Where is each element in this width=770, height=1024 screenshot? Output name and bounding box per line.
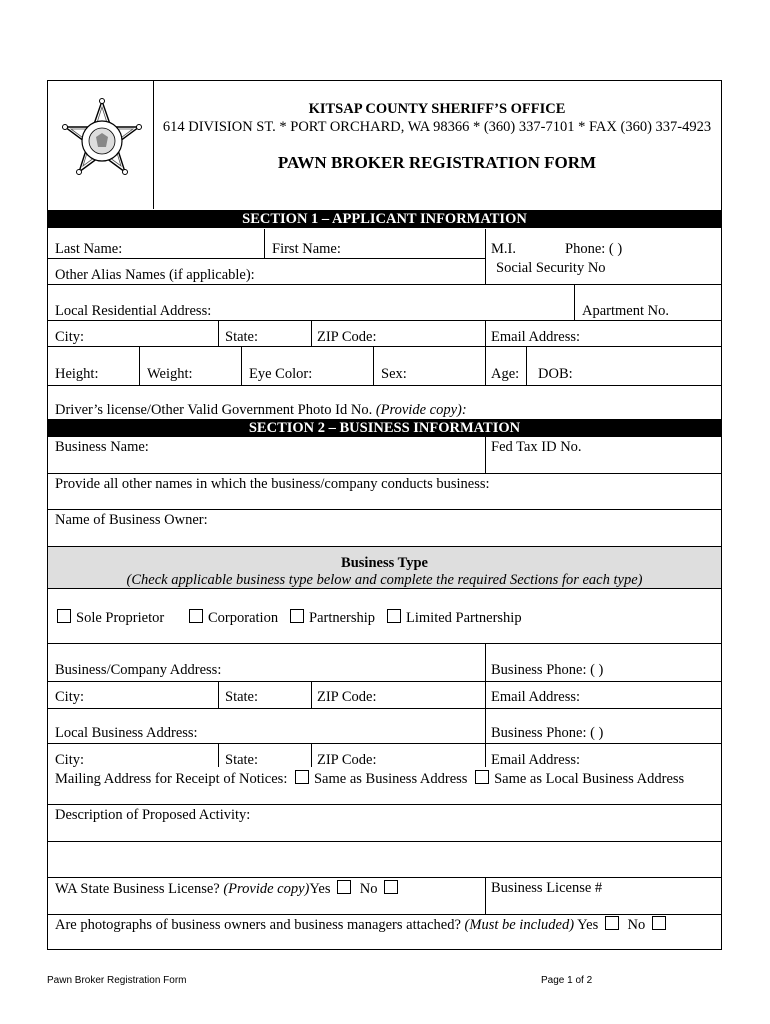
- section2-header: SECTION 2 – BUSINESS INFORMATION: [48, 419, 721, 437]
- type-partnership[interactable]: [290, 609, 375, 627]
- business-name-label: Business Name:: [55, 439, 149, 455]
- eye-color-label: Eye Color:: [249, 366, 313, 382]
- wa-license-row: [55, 880, 403, 898]
- same-as-business-checkbox[interactable]: [295, 770, 309, 784]
- local-address-label: Local Residential Address:: [55, 303, 212, 319]
- footer-page: Page 1 of 2: [541, 975, 593, 986]
- first-name-label: First Name:: [272, 241, 341, 257]
- footer-left: Pawn Broker Registration Form: [47, 975, 187, 986]
- other-names-label: Provide all other names in which the business/company conducts business:: [55, 476, 490, 492]
- corporation-label: Corporation: [208, 610, 279, 626]
- type-limited-partnership[interactable]: [387, 609, 522, 627]
- local-state-label: State:: [225, 752, 259, 768]
- wa-license-no-label: No: [359, 881, 378, 897]
- ssn-label: Social Security No: [496, 260, 606, 276]
- sex-label: Sex:: [381, 366, 407, 382]
- business-type-title: Business Type: [341, 555, 428, 571]
- type-sole-proprietor[interactable]: [57, 609, 164, 627]
- business-city-label: City:: [55, 689, 85, 705]
- zip-label: ZIP Code:: [317, 329, 377, 345]
- partnership-checkbox[interactable]: [290, 609, 304, 623]
- dob-label: DOB:: [538, 366, 573, 382]
- description-label: Description of Proposed Activity:: [55, 807, 251, 823]
- license-note: (Provide copy):: [375, 402, 467, 418]
- business-zip-label: ZIP Code:: [317, 689, 377, 705]
- owner-label: Name of Business Owner:: [55, 512, 208, 528]
- mailing-label: Mailing Address for Receipt of Notices:: [55, 771, 288, 787]
- business-state-label: State:: [225, 689, 259, 705]
- form-title: PAWN BROKER REGISTRATION FORM: [277, 153, 597, 172]
- section1-header: SECTION 1 – APPLICANT INFORMATION: [48, 210, 721, 228]
- license-number-label: Business License #: [491, 880, 603, 896]
- weight-label: Weight:: [147, 366, 193, 382]
- org-name: KITSAP COUNTY SHERIFF’S OFFICE: [308, 101, 566, 117]
- state-label: State:: [225, 329, 259, 345]
- fed-tax-label: Fed Tax ID No.: [491, 439, 582, 455]
- mailing-row: [55, 770, 684, 788]
- sheriff-star-logo: [62, 97, 142, 187]
- local-email-label: Email Address:: [491, 752, 581, 768]
- photos-note: (Must be included): [464, 917, 575, 933]
- license-text: Driver’s license/Other Valid Government Photo Id No.: [55, 402, 373, 418]
- sole-proprietor-label: Sole Proprietor: [76, 610, 165, 626]
- height-label: Height:: [55, 366, 99, 382]
- photos-no-label: No: [627, 917, 646, 933]
- phone-label: Phone: ( ): [565, 241, 623, 257]
- email-label: Email Address:: [491, 329, 581, 345]
- photos-yes-checkbox[interactable]: [605, 916, 619, 930]
- same-as-local-label: Same as Local Business Address: [494, 771, 685, 787]
- sole-proprietor-checkbox[interactable]: [57, 609, 71, 623]
- corporation-checkbox[interactable]: [189, 609, 203, 623]
- local-business-phone-label: Business Phone: ( ): [491, 725, 604, 741]
- limited-partnership-checkbox[interactable]: [387, 609, 401, 623]
- photos-no-checkbox[interactable]: [652, 916, 666, 930]
- wa-license-yes-checkbox[interactable]: [337, 880, 351, 894]
- last-name-label: Last Name:: [55, 241, 123, 257]
- same-as-local-checkbox[interactable]: [475, 770, 489, 784]
- wa-license-yes-label: Yes: [309, 881, 331, 897]
- age-label: Age:: [491, 366, 520, 382]
- photos-label: Are photographs of business owners and business managers attached?: [55, 917, 461, 933]
- business-type-note: (Check applicable business type below and complete the required Sections for each type): [126, 572, 643, 588]
- license-label: [55, 402, 467, 419]
- star-badge-icon: [62, 97, 142, 187]
- business-phone-label: Business Phone: ( ): [491, 662, 604, 678]
- city-label: City:: [55, 329, 85, 345]
- local-zip-label: ZIP Code:: [317, 752, 377, 768]
- company-address-label: Business/Company Address:: [55, 662, 222, 678]
- org-address: 614 DIVISION ST. * PORT ORCHARD, WA 98366 * (360) 337-7101 * FAX (360) 337-4923: [162, 119, 712, 135]
- wa-license-note: (Provide copy): [223, 881, 310, 897]
- apartment-label: Apartment No.: [582, 303, 669, 319]
- photos-yes-label: Yes: [577, 917, 599, 933]
- photos-row: [55, 916, 671, 934]
- business-email-label: Email Address:: [491, 689, 581, 705]
- local-city-label: City:: [55, 752, 85, 768]
- type-corporation[interactable]: [189, 609, 278, 627]
- same-as-business-label: Same as Business Address: [313, 771, 468, 787]
- wa-license-no-checkbox[interactable]: [384, 880, 398, 894]
- mi-label: M.I.: [491, 241, 516, 257]
- local-business-address-label: Local Business Address:: [55, 725, 198, 741]
- registration-form: [47, 80, 722, 950]
- partnership-label: Partnership: [309, 610, 376, 626]
- wa-license-label: WA State Business License?: [55, 881, 220, 897]
- alias-label: Other Alias Names (if applicable):: [55, 267, 255, 283]
- limited-partnership-label: Limited Partnership: [406, 610, 522, 626]
